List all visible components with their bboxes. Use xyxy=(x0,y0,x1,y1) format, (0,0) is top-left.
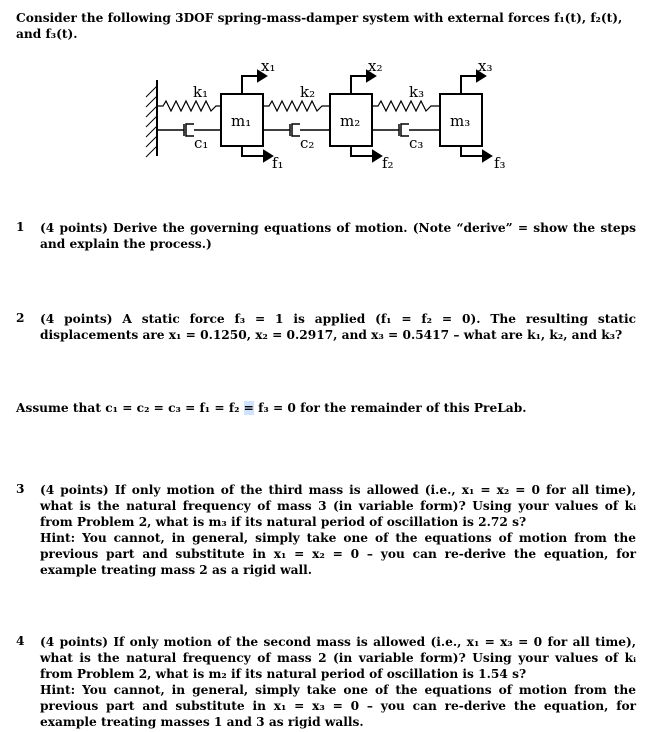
displacement-x2-label: x₂ xyxy=(368,57,383,75)
displacement-x1-label: x₁ xyxy=(261,57,276,75)
assumption-statement xyxy=(16,400,636,416)
question-4-text: (4 points) If only motion of the second mass is allowed (i.e., x₁ = x₃ = 0 for all time), what is the natural frequency of mass 2 (in variable form)? Using your values of kᵢ from Problem 2, what is m₂ if its natural period of oscillation is 1.54 s? xyxy=(40,635,636,681)
force-f2-label: f₂ xyxy=(382,154,394,172)
force-arrow-f1 xyxy=(242,146,272,161)
spring-k1-label: k₁ xyxy=(193,83,209,101)
mass-3-label: m₃ xyxy=(450,112,471,130)
assumption-prefix: Assume that c₁ = c₂ = c₃ = f₁ = f₂ xyxy=(16,401,244,415)
damper-c2 xyxy=(263,124,330,136)
damper-c3 xyxy=(372,124,440,136)
spring-mass-damper-diagram xyxy=(0,0,651,200)
highlighted-equals: = xyxy=(243,401,254,415)
spring-k2-label: k₂ xyxy=(300,83,316,101)
damper-c3-label: c₃ xyxy=(409,134,424,152)
spring-k2 xyxy=(263,101,330,111)
question-4-hint: Hint: You cannot, in general, simply take one of the equations of motion from the previous part and substitute in x₁ = x₃ = 0 – you can re-derive the equation, for example treating masses 1 and 3 as rigid walls. xyxy=(40,683,636,729)
spring-k3 xyxy=(372,101,440,111)
mass-2-label: m₂ xyxy=(340,112,361,130)
question-3-number: 3 xyxy=(16,482,25,496)
force-arrow-f3 xyxy=(461,146,491,161)
damper-c2-label: c₂ xyxy=(300,134,315,152)
wall-hatching xyxy=(146,86,157,157)
question-2-text: (4 points) A static force f₃ = 1 is applied (f₁ = f₂ = 0). The resulting static displacements are x₁ = 0.1250, x₂ = 0.2917, and x₃ = 0.5417 – what are k₁, k₂, and k₃? xyxy=(40,312,636,342)
damper-c1 xyxy=(157,124,221,136)
spring-k1 xyxy=(157,101,221,111)
force-arrow-f2 xyxy=(351,146,381,161)
question-1-number: 1 xyxy=(16,220,25,234)
damper-c1-label: c₁ xyxy=(194,134,209,152)
force-f1-label: f₁ xyxy=(272,154,284,172)
force-f3-label: f₃ xyxy=(494,154,506,172)
intro-paragraph: Consider the following 3DOF spring-mass-damper system with external forces f₁(t), f₂(t), and f₃(t). xyxy=(16,11,623,41)
question-4-number: 4 xyxy=(16,634,25,648)
question-2-number: 2 xyxy=(16,311,25,325)
question-3-hint: Hint: You cannot, in general, simply take one of the equations of motion from the previous part and substitute in x₁ = x₂ = 0 – you can re-derive the equation, for example treating mass 2 as a rigid wall. xyxy=(40,531,636,577)
spring-k3-label: k₃ xyxy=(409,83,425,101)
assumption-suffix: f₃ = 0 for the remainder of this PreLab. xyxy=(253,401,527,415)
question-3-text: (4 points) If only motion of the third mass is allowed (i.e., x₁ = x₂ = 0 for all time), what is the natural frequency of mass 3 (in variable form)? Using your values of kᵢ from Problem 2, what is m₃ if its natural period of oscillation is 2.72 s? xyxy=(40,483,636,529)
question-4-body xyxy=(40,634,636,730)
mass-1-label: m₁ xyxy=(231,112,252,130)
question-3-body xyxy=(40,482,636,578)
displacement-x3-label: x₃ xyxy=(478,57,493,75)
question-1-text: (4 points) Derive the governing equations of motion. (Note “derive” = show the steps and explain the process.) xyxy=(40,221,636,251)
